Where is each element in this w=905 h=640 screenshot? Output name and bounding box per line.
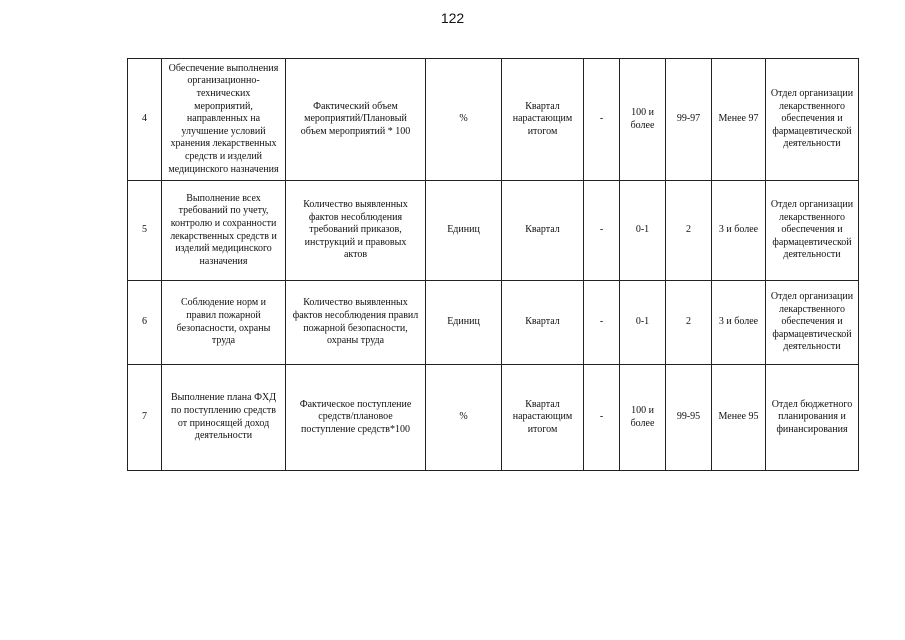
page-number: 122 (440, 10, 465, 26)
indicator-cell: Соблюдение норм и правил пожарной безопасности, охраны труда (162, 281, 286, 365)
target-cell: 0-1 (620, 281, 666, 365)
unit-cell: Единиц (426, 281, 502, 365)
row-number: 4 (128, 59, 162, 181)
responsible-cell: Отдел организации лекарственного обеспечения и фармацевтической деятельности (766, 281, 859, 365)
period-cell: Квартал нарастающим итогом (502, 365, 584, 471)
target-cell: 100 и более (620, 365, 666, 471)
responsible-cell: Отдел бюджетного планирования и финансирования (766, 365, 859, 471)
period-cell: Квартал (502, 181, 584, 281)
mid-range-cell: 2 (666, 181, 712, 281)
low-range-cell: Менее 95 (712, 365, 766, 471)
indicator-cell: Выполнение всех требований по учету, контролю и сохранности лекарственных средств и изделий медицинского назначения (162, 181, 286, 281)
table-row (128, 181, 859, 281)
table-row (128, 59, 859, 181)
unit-cell: % (426, 365, 502, 471)
dash-cell: - (584, 181, 620, 281)
unit-cell: Единиц (426, 181, 502, 281)
table-row (128, 281, 859, 365)
period-cell: Квартал (502, 281, 584, 365)
indicators-table (127, 58, 859, 471)
formula-cell: Фактический объем мероприятий/Плановый объем мероприятий * 100 (286, 59, 426, 181)
formula-cell: Фактическое поступление средств/плановое поступление средств*100 (286, 365, 426, 471)
low-range-cell: 3 и более (712, 181, 766, 281)
indicator-cell: Выполнение плана ФХД по поступлению средств от приносящей доход деятельности (162, 365, 286, 471)
low-range-cell: 3 и более (712, 281, 766, 365)
target-cell: 0-1 (620, 181, 666, 281)
mid-range-cell: 99-95 (666, 365, 712, 471)
mid-range-cell: 2 (666, 281, 712, 365)
indicator-cell: Обеспечение выполнения организационно- технических мероприятий, направленных на улучшение условий хранения лекарственных средств и изделий медицинского назначения (162, 59, 286, 181)
row-number: 5 (128, 181, 162, 281)
dash-cell: - (584, 59, 620, 181)
low-range-cell: Менее 97 (712, 59, 766, 181)
unit-cell: % (426, 59, 502, 181)
period-cell: Квартал нарастающим итогом (502, 59, 584, 181)
dash-cell: - (584, 365, 620, 471)
responsible-cell: Отдел организации лекарственного обеспечения и фармацевтической деятельности (766, 181, 859, 281)
formula-cell: Количество выявленных фактов несоблюдения требований приказов, инструкций и правовых актов (286, 181, 426, 281)
row-number: 6 (128, 281, 162, 365)
responsible-cell: Отдел организации лекарственного обеспечения и фармацевтической деятельности (766, 59, 859, 181)
formula-cell: Количество выявленных фактов несоблюдения правил пожарной безопасности, охраны труда (286, 281, 426, 365)
row-number: 7 (128, 365, 162, 471)
target-cell: 100 и более (620, 59, 666, 181)
dash-cell: - (584, 281, 620, 365)
mid-range-cell: 99-97 (666, 59, 712, 181)
table-row (128, 365, 859, 471)
